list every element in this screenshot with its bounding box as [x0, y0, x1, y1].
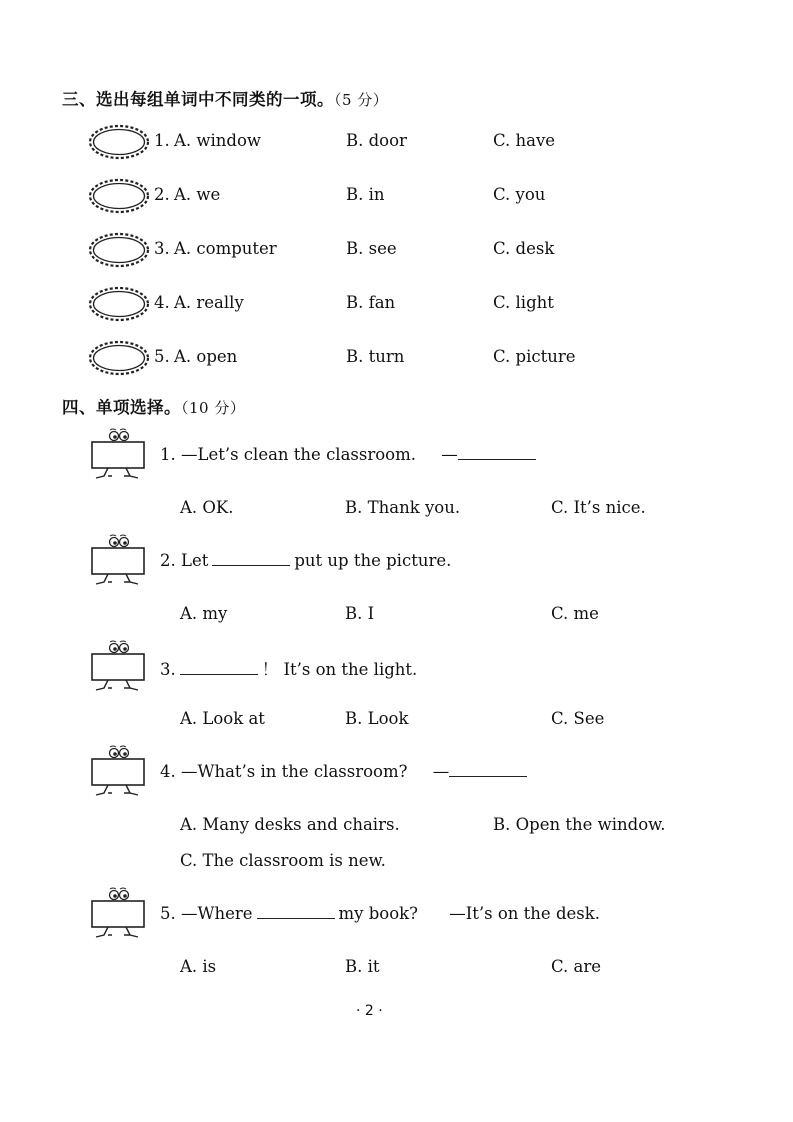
option-b: B. Look	[345, 709, 409, 728]
answer-bracket-icon[interactable]	[90, 745, 148, 801]
option-b: B. door	[346, 131, 407, 150]
option-c: C. desk	[493, 239, 555, 258]
option-c: C. See	[551, 709, 605, 728]
question-4-reply-dash: —	[432, 762, 450, 781]
section-3-heading	[62, 86, 388, 110]
option-a: A. Many desks and chairs.	[180, 815, 400, 834]
option-a: A. OK.	[180, 498, 234, 517]
option-a: A. window	[174, 131, 262, 150]
question-2-stem	[160, 551, 451, 570]
answer-oval-icon[interactable]	[88, 232, 150, 268]
question-4-stem	[160, 762, 531, 781]
option-a: A. we	[174, 185, 221, 204]
option-c: C. are	[551, 957, 602, 976]
option-b: B. Thank you.	[345, 498, 461, 517]
question-number: 4.	[154, 293, 170, 312]
answer-bracket-icon[interactable]	[90, 428, 148, 484]
question-number: 1.	[160, 445, 176, 464]
option-c: C. have	[493, 131, 556, 150]
answer-oval-icon[interactable]	[88, 340, 150, 376]
question-1-prompt: —Let’s clean the classroom.	[181, 445, 417, 464]
question-5-suffix: my book?	[338, 904, 419, 923]
question-1-reply-dash: —	[441, 445, 458, 464]
question-4-prompt: —What’s in the classroom?	[181, 762, 408, 781]
answer-bracket-icon[interactable]	[90, 534, 148, 590]
question-number: 5.	[154, 347, 170, 366]
question-number: 2.	[160, 551, 176, 570]
answer-blank[interactable]	[458, 445, 536, 460]
question-number: 5.	[160, 904, 176, 923]
question-number: 1.	[154, 131, 170, 150]
question-5-prefix: —Where	[181, 904, 253, 923]
answer-oval-icon[interactable]	[88, 124, 150, 160]
answer-oval-icon[interactable]	[88, 286, 150, 322]
section-4-heading	[62, 394, 245, 418]
answer-oval-icon[interactable]	[88, 178, 150, 214]
question-number: 2.	[154, 185, 170, 204]
option-b: B. see	[346, 239, 397, 258]
section-3-title: 三、选出每组单词中不同类的一项。	[62, 90, 334, 109]
option-b: B. it	[345, 957, 380, 976]
question-5-stem	[160, 904, 600, 923]
option-a: A. Look at	[180, 709, 265, 728]
question-2-prefix: Let	[181, 551, 209, 570]
question-5-reply: —It’s on the desk.	[449, 904, 600, 923]
section-4-points: （10 分）	[181, 399, 246, 417]
option-b: B. Open the window.	[493, 815, 666, 834]
question-2-suffix: put up the picture.	[294, 551, 452, 570]
question-number: 3.	[154, 239, 170, 258]
question-3-suffix: ！ It’s on the light.	[261, 660, 418, 679]
question-number: 3.	[160, 660, 176, 679]
question-3-stem	[160, 656, 417, 680]
option-b: B. I	[345, 604, 375, 623]
answer-blank[interactable]	[212, 551, 290, 566]
answer-blank[interactable]	[180, 660, 258, 675]
option-a: A. my	[180, 604, 228, 623]
option-c: C. me	[551, 604, 599, 623]
option-c: C. picture	[493, 347, 576, 366]
answer-bracket-icon[interactable]	[90, 640, 148, 696]
section-4-title: 四、单项选择。	[62, 398, 181, 417]
option-a: A. computer	[174, 239, 277, 258]
question-number: 4.	[160, 762, 176, 781]
question-1-stem	[160, 445, 540, 464]
answer-bracket-icon[interactable]	[90, 887, 148, 943]
option-b: B. in	[346, 185, 385, 204]
option-c: C. light	[493, 293, 554, 312]
option-a: A. really	[174, 293, 244, 312]
option-c: C. The classroom is new.	[180, 851, 386, 870]
option-a: A. is	[180, 957, 217, 976]
option-a: A. open	[174, 347, 238, 366]
page-number: · 2 ·	[356, 1003, 383, 1019]
answer-blank[interactable]	[449, 762, 527, 777]
answer-blank[interactable]	[257, 904, 335, 919]
option-c: C. you	[493, 185, 546, 204]
option-c: C. It’s nice.	[551, 498, 646, 517]
section-3-points: （5 分）	[334, 91, 389, 109]
option-b: B. fan	[346, 293, 396, 312]
option-b: B. turn	[346, 347, 405, 366]
